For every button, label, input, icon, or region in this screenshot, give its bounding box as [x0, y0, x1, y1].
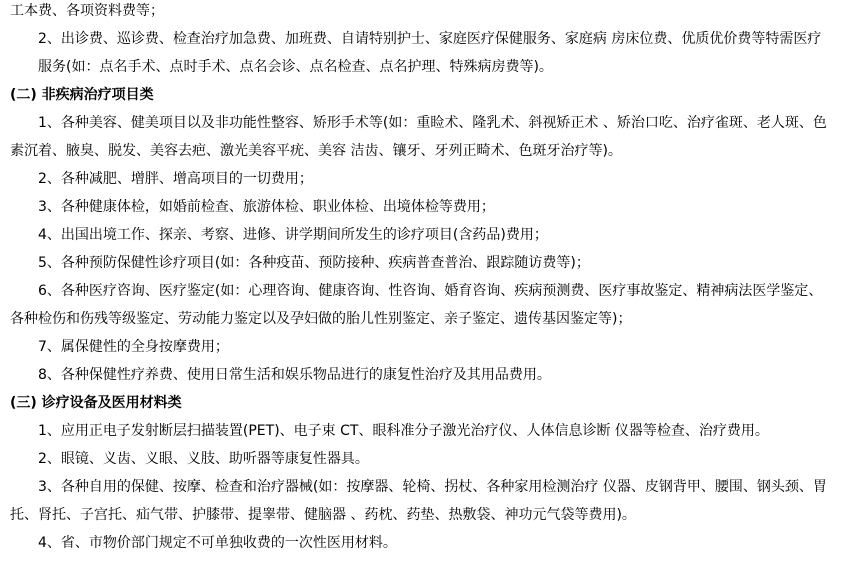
- text-line-5: 1、各种美容、健美项目以及非功能性整容、矫形手术等(如：重睑术、隆乳术、斜视矫正术 、矫治口吃、治疗雀斑、老人斑、色: [38, 115, 827, 131]
- text-line-14: 8、各种保健性疗养费、使用日常生活和娱乐物品进行的康复性治疗及其用品费用。: [38, 367, 551, 383]
- text-line-17: 2、眼镜、义齿、义眼、义肢、助听器等康复性器具。: [38, 451, 369, 467]
- text-line-7: 2、各种减肥、增胖、增高项目的一切费用；: [38, 171, 313, 187]
- text-line-1: 工本费、各项资料费等；: [10, 3, 164, 19]
- text-line-3: 服务(如：点名手术、点时手术、点名会诊、点名检查、点名护理、特殊病房费等)。: [38, 59, 553, 75]
- text-line-9: 4、出国出境工作、探亲、考察、进修、讲学期间所发生的诊疗项目(含药品)费用；: [38, 227, 548, 243]
- text-line-12: 各种检伤和伤残等级鉴定、劳动能力鉴定以及孕妇做的胎儿性别鉴定、亲子鉴定、遗传基因鉴定等)；: [10, 311, 632, 327]
- text-line-19: 托、肾托、子宫托、疝气带、护膝带、提睾带、健脑器 、药枕、药垫、热敷袋、神功元气袋等费用)。: [10, 507, 636, 523]
- section-heading-3: (三) 诊疗设备及医用材料类: [10, 395, 182, 411]
- text-line-6: 素沉着、腋臭、脱发、美容去疤、激光美容平疣、美容 洁齿、镶牙、牙列正畸术、色斑牙治疗等)。: [10, 143, 622, 159]
- text-line-11: 6、各种医疗咨询、医疗鉴定(如：心理咨询、健康咨询、性咨询、婚育咨询、疾病预测费、医疗事故鉴定、精神病法医学鉴定、: [38, 283, 823, 299]
- section-heading-2: (二) 非疾病治疗项目类: [10, 87, 154, 103]
- text-line-8: 3、各种健康体检，如婚前检查、旅游体检、职业体检、出境体检等费用；: [38, 199, 495, 215]
- text-line-2: 2、出诊费、巡诊费、检查治疗加急费、加班费、自请特别护士、家庭医疗保健服务、家庭病 房床位费、优质优价费等特需医疗: [38, 31, 822, 47]
- text-line-20: 4、省、市物价部门规定不可单独收费的一次性医用材料。: [38, 535, 397, 551]
- text-line-10: 5、各种预防保健性诊疗项目(如：各种疫苗、预防接种、疾病普查普治、跟踪随访费等)；: [38, 255, 590, 271]
- text-line-13: 7、属保健性的全身按摩费用；: [38, 339, 229, 355]
- text-line-18: 3、各种自用的保健、按摩、检查和治疗器械(如：按摩器、轮椅、拐杖、各种家用检测治疗 仪器、皮钢背甲、腰围、钢头颈、胃: [38, 479, 827, 495]
- text-line-16: 1、应用正电子发射断层扫描装置(PET)、电子束 CT、眼科准分子激光治疗仪、人体信息诊断 仪器等检查、治疗费用。: [38, 423, 769, 439]
